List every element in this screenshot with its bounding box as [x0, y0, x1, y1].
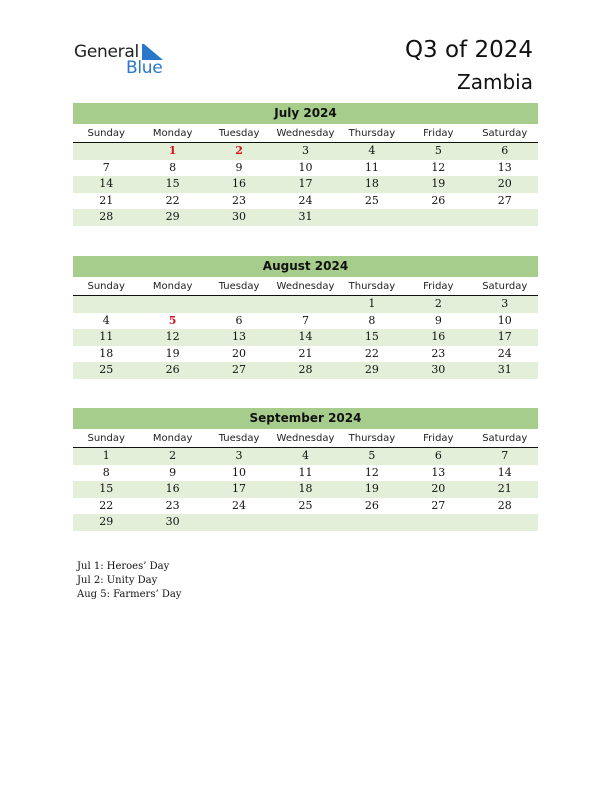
- day-cell: 24: [497, 346, 512, 360]
- day-cell: 18: [99, 346, 114, 360]
- week-row: [73, 160, 538, 177]
- weekday-header-row: [73, 126, 538, 143]
- weekday-label: Saturday: [482, 281, 528, 292]
- day-cell: 17: [497, 330, 512, 343]
- week-row: [73, 193, 538, 210]
- week-row: [73, 362, 538, 379]
- weekday-label: Wednesday: [276, 281, 335, 292]
- month-title: July 2024: [73, 103, 538, 124]
- week-row: [73, 209, 538, 226]
- week-row: [73, 329, 538, 346]
- day-cell: 1: [368, 297, 376, 310]
- day-cell: 7: [102, 160, 110, 174]
- day-cell: 30: [165, 515, 180, 528]
- day-cell: 4: [102, 313, 110, 327]
- logo-text-blue: Blue: [126, 58, 163, 78]
- day-cell: 25: [364, 193, 379, 207]
- holiday-item: Aug 5: Farmers’ Day: [77, 589, 182, 600]
- week-row: [73, 346, 538, 363]
- week-row: [73, 448, 538, 465]
- day-cell: 22: [165, 193, 180, 207]
- holiday-item: Jul 2: Unity Day: [77, 575, 158, 586]
- page-title: Q3 of 2024: [404, 37, 533, 63]
- day-cell: 7: [501, 449, 509, 462]
- weekday-label: Saturday: [482, 128, 528, 139]
- weekday-label: Tuesday: [218, 281, 260, 292]
- day-cell: 3: [301, 144, 309, 157]
- weekday-label: Sunday: [87, 281, 125, 292]
- day-cell: 9: [235, 160, 243, 174]
- day-cell: 18: [364, 177, 379, 190]
- day-cell: 15: [364, 330, 379, 343]
- weekday-label: Thursday: [348, 128, 396, 139]
- day-cell: 9: [169, 465, 177, 479]
- day-cell: 29: [99, 515, 114, 528]
- day-cell: 17: [298, 177, 313, 190]
- weekday-label: Wednesday: [276, 433, 335, 444]
- day-cell: 16: [165, 482, 180, 495]
- weekday-label: Friday: [423, 128, 454, 139]
- day-cell: 4: [301, 449, 309, 462]
- day-cell: 2: [169, 449, 177, 462]
- day-cell: 12: [364, 465, 379, 479]
- day-cell: 28: [497, 498, 512, 512]
- weekday-header-row: [73, 431, 538, 448]
- day-cell: [472, 209, 538, 226]
- day-cell: 14: [298, 330, 313, 343]
- country-name: Zambia: [457, 70, 533, 94]
- day-cell: 22: [99, 498, 114, 512]
- day-cell: 6: [235, 313, 243, 327]
- weekday-label: Thursday: [348, 433, 396, 444]
- week-row: [73, 296, 538, 313]
- day-cell: 4: [368, 144, 376, 157]
- day-cell: 12: [165, 330, 180, 343]
- day-cell: 11: [298, 465, 313, 479]
- weekday-label: Wednesday: [276, 128, 335, 139]
- month-calendar: [73, 408, 538, 531]
- day-cell: [139, 296, 205, 313]
- day-cell: 10: [497, 313, 512, 327]
- day-cell: 8: [102, 465, 110, 479]
- day-cell: 28: [298, 363, 313, 376]
- day-cell: 2: [434, 297, 442, 310]
- day-cell: [272, 296, 338, 313]
- day-cell: [73, 143, 139, 160]
- day-cell: 26: [364, 498, 379, 512]
- day-cell: 3: [501, 297, 509, 310]
- day-cell: 7: [301, 313, 309, 327]
- day-cell: [339, 209, 405, 226]
- holiday-day-cell: 5: [168, 313, 177, 327]
- day-cell: 12: [431, 160, 446, 174]
- day-cell: 16: [431, 330, 446, 343]
- day-cell: 27: [431, 498, 446, 512]
- weekday-label: Sunday: [87, 128, 125, 139]
- weekday-label: Monday: [152, 281, 193, 292]
- weekday-label: Friday: [423, 433, 454, 444]
- day-cell: 15: [99, 482, 114, 495]
- day-cell: 11: [99, 330, 114, 343]
- brand-logo: [74, 40, 174, 80]
- weekday-label: Sunday: [87, 433, 125, 444]
- day-cell: 26: [165, 363, 180, 376]
- day-cell: 3: [235, 449, 243, 462]
- day-cell: 19: [165, 346, 180, 360]
- day-cell: 15: [165, 177, 180, 190]
- day-cell: 8: [169, 160, 177, 174]
- week-row: [73, 498, 538, 515]
- day-cell: 13: [431, 465, 446, 479]
- day-cell: [472, 514, 538, 531]
- weekday-label: Tuesday: [218, 433, 260, 444]
- month-calendar: [73, 103, 538, 226]
- day-cell: 5: [434, 144, 442, 157]
- week-row: [73, 313, 538, 330]
- day-cell: [405, 514, 471, 531]
- day-cell: 24: [298, 193, 313, 207]
- weekday-label: Thursday: [348, 281, 396, 292]
- holiday-day-cell: 2: [235, 144, 243, 157]
- logo-text-general: General: [74, 42, 139, 62]
- weekday-label: Tuesday: [218, 128, 260, 139]
- holiday-day-cell: 1: [168, 144, 177, 157]
- day-cell: 23: [232, 193, 247, 207]
- day-cell: 27: [232, 363, 247, 376]
- day-cell: 10: [232, 465, 247, 479]
- day-cell: 28: [99, 210, 114, 223]
- day-cell: 18: [298, 482, 313, 495]
- day-cell: 17: [232, 482, 247, 495]
- day-cell: 30: [232, 210, 247, 223]
- day-cell: 11: [364, 160, 379, 174]
- day-cell: 20: [431, 482, 446, 495]
- week-row: [73, 514, 538, 531]
- week-row: [73, 143, 538, 160]
- day-cell: 9: [434, 313, 442, 327]
- day-cell: 21: [99, 193, 114, 207]
- day-cell: 31: [298, 210, 313, 223]
- day-cell: 14: [497, 465, 512, 479]
- month-calendar: [73, 256, 538, 379]
- day-cell: [272, 514, 338, 531]
- day-cell: 21: [298, 346, 313, 360]
- weekday-label: Monday: [152, 128, 193, 139]
- weekday-label: Monday: [152, 433, 193, 444]
- month-title: September 2024: [73, 408, 538, 429]
- day-cell: 5: [368, 449, 376, 462]
- day-cell: 19: [364, 482, 379, 495]
- day-cell: 23: [165, 498, 180, 512]
- day-cell: 31: [497, 363, 512, 376]
- day-cell: 13: [497, 160, 512, 174]
- week-row: [73, 465, 538, 482]
- day-cell: 25: [298, 498, 313, 512]
- day-cell: 29: [364, 363, 379, 376]
- day-cell: [339, 514, 405, 531]
- day-cell: 6: [434, 449, 442, 462]
- day-cell: 26: [431, 193, 446, 207]
- week-row: [73, 481, 538, 498]
- day-cell: 14: [99, 177, 114, 190]
- day-cell: 20: [232, 346, 247, 360]
- day-cell: 10: [298, 160, 313, 174]
- day-cell: [73, 296, 139, 313]
- day-cell: [405, 209, 471, 226]
- day-cell: 22: [364, 346, 379, 360]
- day-cell: 20: [497, 177, 512, 190]
- day-cell: 1: [102, 449, 110, 462]
- day-cell: 6: [501, 144, 509, 157]
- day-cell: 30: [431, 363, 446, 376]
- weekday-label: Saturday: [482, 433, 528, 444]
- day-cell: [206, 296, 272, 313]
- day-cell: 29: [165, 210, 180, 223]
- day-cell: 21: [497, 482, 512, 495]
- day-cell: 24: [232, 498, 247, 512]
- day-cell: [206, 514, 272, 531]
- weekday-label: Friday: [423, 281, 454, 292]
- week-row: [73, 176, 538, 193]
- month-title: August 2024: [73, 256, 538, 277]
- day-cell: 16: [232, 177, 247, 190]
- day-cell: 13: [232, 330, 247, 343]
- weekday-header-row: [73, 279, 538, 296]
- holiday-list: [77, 560, 181, 602]
- day-cell: 23: [431, 346, 446, 360]
- day-cell: 8: [368, 313, 376, 327]
- day-cell: 27: [497, 193, 512, 207]
- day-cell: 25: [99, 363, 114, 376]
- day-cell: 19: [431, 177, 446, 190]
- holiday-item: Jul 1: Heroes’ Day: [77, 561, 170, 572]
